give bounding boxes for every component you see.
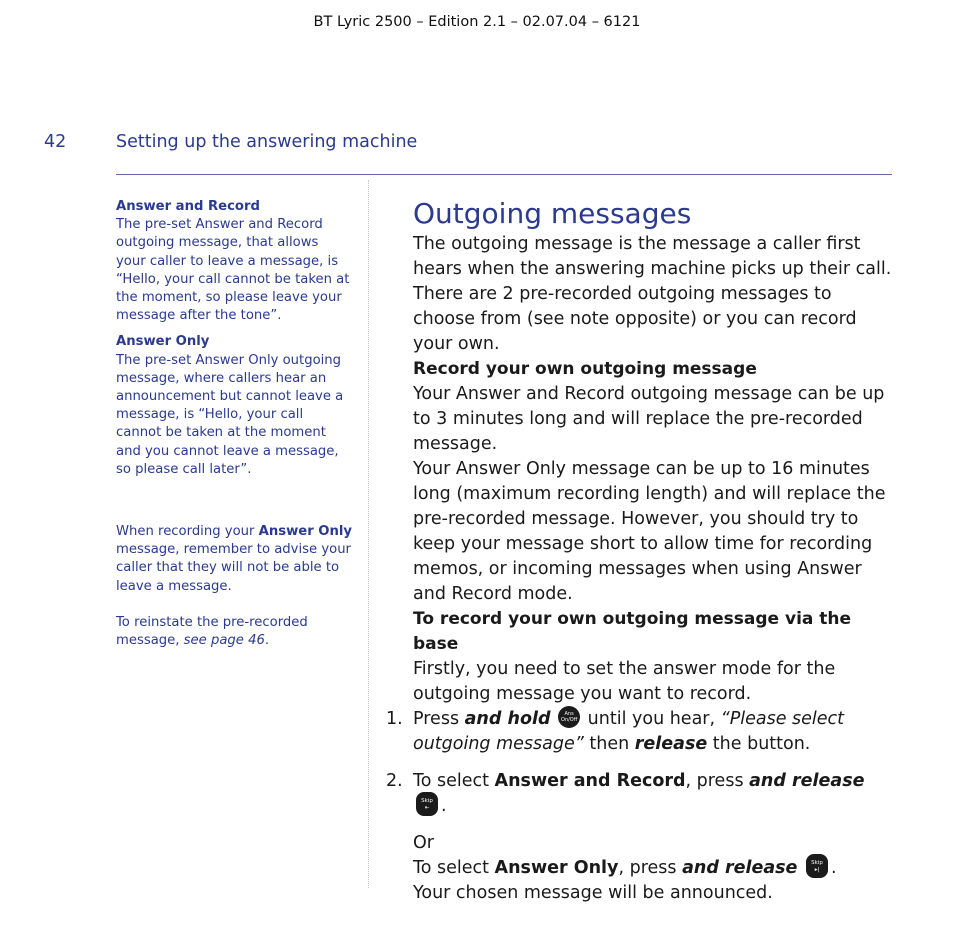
skip-back-glyph: ⇤ bbox=[424, 805, 430, 811]
note-reinstate-post: . bbox=[264, 633, 270, 649]
note-answer-only-title: Answer Only bbox=[116, 334, 210, 350]
column-divider bbox=[368, 180, 369, 888]
note-answer-record bbox=[116, 198, 352, 325]
subheading-record-via-base: To record your own outgoing message via the base bbox=[413, 609, 852, 654]
note-answer-only bbox=[116, 333, 352, 479]
note-answer-record-text: The pre-set Answer and Record outgoing message, that allows your caller to leave a message, is “Hello, your call cannot be taken at the moment, so please leave your message after the tone”. bbox=[116, 217, 350, 324]
section-title: Setting up the answering machine bbox=[116, 132, 418, 152]
skip-icon-label: Skip bbox=[421, 798, 433, 804]
step-1-emphasis-release: release bbox=[634, 734, 708, 754]
note-recording-reminder-pre: When recording your bbox=[116, 524, 259, 540]
skip-icon-label: Skip bbox=[811, 860, 823, 866]
step-2-text: To select bbox=[413, 771, 495, 791]
note-reinstate bbox=[116, 614, 352, 650]
step-1-text: Press bbox=[413, 709, 465, 729]
or-separator: Or bbox=[413, 833, 434, 853]
page-heading: Outgoing messages bbox=[413, 197, 692, 230]
step-3-emphasis-release: and release bbox=[682, 858, 798, 878]
step-1 bbox=[386, 707, 898, 757]
sidebar-notes bbox=[116, 198, 352, 650]
ans-icon-label: Ans bbox=[564, 711, 574, 717]
on-off-icon-label: On/Off bbox=[561, 717, 578, 723]
skip-back-button-icon bbox=[416, 792, 438, 816]
step-2-number: 2. bbox=[386, 771, 403, 791]
note-answer-only-text: The pre-set Answer Only outgoing message, where callers hear an announcement but cannot leave a message, is “Hello, your call cannot be taken at the moment and you cannot leave a message, so please call later”. bbox=[116, 352, 344, 477]
note-reinstate-pre: To reinstate the pre-recorded message, bbox=[116, 614, 308, 649]
step-3-mode-answer-only: Answer Only bbox=[494, 858, 619, 878]
step-1-text-4: the button. bbox=[707, 734, 811, 754]
step-2-period: . bbox=[441, 796, 447, 816]
page-number: 42 bbox=[44, 132, 67, 152]
ans-on-off-button-icon bbox=[558, 706, 580, 728]
page-reference-link[interactable]: see page 46 bbox=[183, 633, 265, 649]
skip-forward-glyph: ▸| bbox=[814, 867, 820, 873]
skip-forward-button-icon bbox=[806, 854, 828, 878]
step-3-result-text: Your chosen message will be announced. bbox=[413, 883, 773, 903]
paragraph-answer-only-length: Your Answer Only message can be up to 16 minutes long (maximum recording length) and will replace the pre-recorded message. However, you should try to keep your message short to allow time for recording memos, or incoming messages when using Answer and Record mode. bbox=[413, 459, 886, 604]
step-2 bbox=[386, 769, 898, 819]
step-1-number: 1. bbox=[386, 709, 403, 729]
subheading-record-own: Record your own outgoing message bbox=[413, 359, 757, 379]
step-2-alternative bbox=[413, 856, 898, 906]
document-header: BT Lyric 2500 – Edition 2.1 – 02.07.04 – 6121 bbox=[313, 14, 641, 30]
note-recording-reminder bbox=[116, 523, 352, 596]
step-2-mode-answer-record: Answer and Record bbox=[494, 771, 686, 791]
intro-paragraph: The outgoing message is the message a caller first hears when the answering machine picks up their call. There are 2 pre-recorded outgoing messages to choose from (see note opposite) or you can record your own. bbox=[413, 234, 892, 354]
step-3-period: . bbox=[831, 858, 837, 878]
paragraph-set-answer-mode: Firstly, you need to set the answer mode for the outgoing message you want to record. bbox=[413, 659, 836, 704]
step-2-emphasis-release: and release bbox=[749, 771, 865, 791]
step-3-text: To select bbox=[413, 858, 495, 878]
step-1-emphasis-hold: and hold bbox=[464, 709, 551, 729]
step-1-text-3: then bbox=[583, 734, 635, 754]
step-1-text-2: until you hear, bbox=[582, 709, 721, 729]
note-answer-record-title: Answer and Record bbox=[116, 199, 260, 214]
main-content bbox=[386, 196, 898, 918]
note-recording-reminder-post: message, remember to advise your caller that they will not be able to leave a message. bbox=[116, 542, 351, 594]
header-rule bbox=[116, 174, 892, 175]
paragraph-answer-record-length: Your Answer and Record outgoing message can be up to 3 minutes long and will replace the pre-recorded message. bbox=[413, 384, 885, 454]
step-3-text-2: , press bbox=[618, 858, 683, 878]
step-2-text-2: , press bbox=[685, 771, 750, 791]
note-recording-reminder-bold: Answer Only bbox=[258, 524, 353, 540]
step-1-prompt-quote: “Please select outgoing message” bbox=[413, 709, 845, 754]
